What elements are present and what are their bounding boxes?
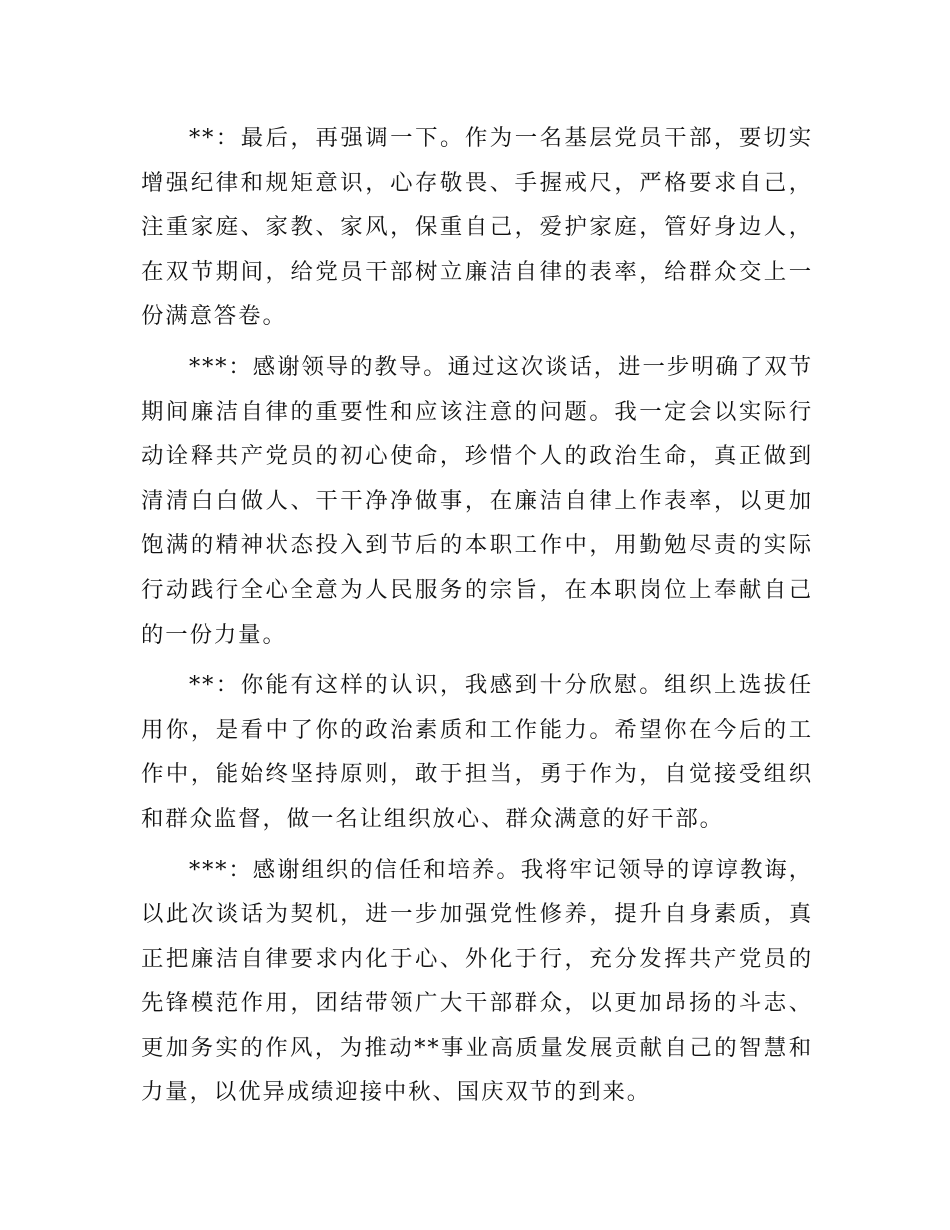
paragraph: ***：感谢领导的教导。通过这次谈话，进一步明确了双节期间廉洁自律的重要性和应该注意的问题。我一定会以实际行动诠释共产党员的初心使命，珍惜个人的政治生命，真正做到清清白白做人、干干净净做事，在廉洁自律上作表率，以更加饱满的精神状态投入到节后的本职工作中，用勤勉尽责的实际行动践行全心全意为人民服务的宗旨，在本职岗位上奉献自己的一份力量。 (141, 353, 813, 648)
paragraph: ***：感谢组织的信任和培养。我将牢记领导的谆谆教诲，以此次谈话为契机，进一步加强党性修养，提升自身素质，真正把廉洁自律要求内化于心、外化于行，充分发挥共产党员的先锋模范作用，团结带领广大干部群众，以更加昂扬的斗志、更加务实的作风，为推动**事业高质量发展贡献自己的智慧和力量，以优异成绩迎接中秋、国庆双节的到来。 (141, 856, 813, 1106)
paragraph: **：你能有这样的认识，我感到十分欣慰。组织上选拔任用你，是看中了你的政治素质和工作能力。希望你在今后的工作中，能始终坚持原则，敢于担当，勇于作为，自觉接受组织和群众监督，做一名让组织放心、群众满意的好干部。 (141, 672, 813, 832)
document-body (141, 116, 813, 1121)
paragraph: **：最后，再强调一下。作为一名基层党员干部，要切实增强纪律和规矩意识，心存敬畏、手握戒尺，严格要求自己，注重家庭、家教、家风，保重自己，爱护家庭，管好身边人，在双节期间，给党员干部树立廉洁自律的表率，给群众交上一份满意答卷。 (141, 125, 813, 330)
